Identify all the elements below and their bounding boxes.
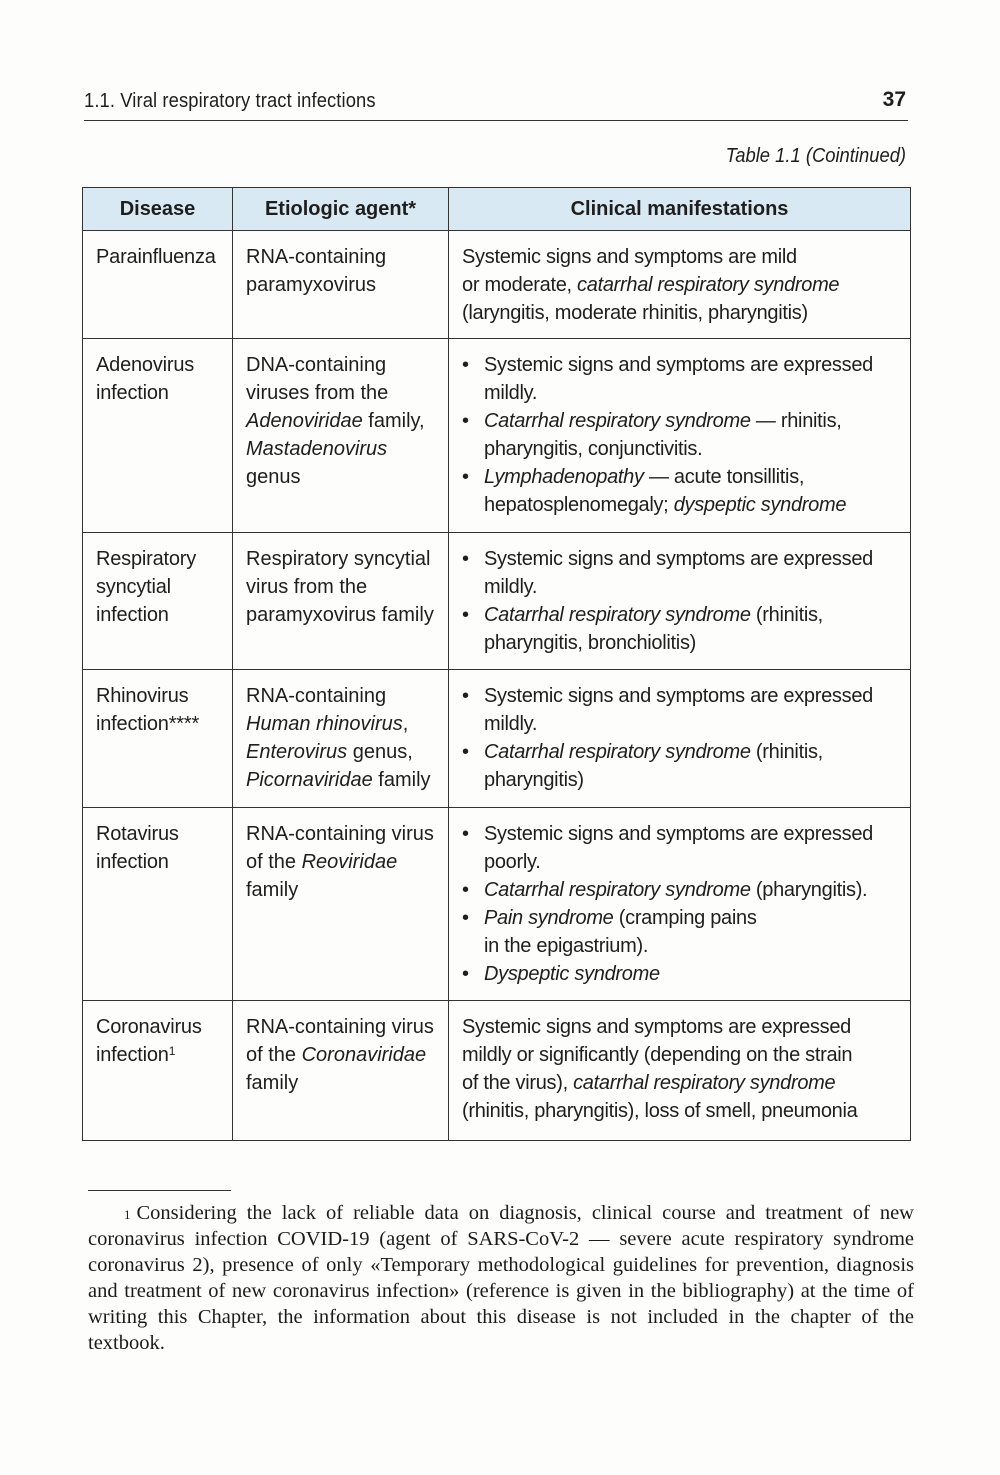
clinical-manifestations-cell xyxy=(449,231,911,339)
running-head xyxy=(84,86,908,121)
table-row xyxy=(83,339,911,533)
footnote-marker: 1 xyxy=(124,1207,131,1222)
table-header-row xyxy=(83,188,911,231)
disease-cell xyxy=(83,231,233,339)
etiologic-agent-cell: RNA-containing virus of the Reoviridae family xyxy=(233,808,449,1001)
clinical-manifestations-cell xyxy=(449,1001,911,1141)
disease-cell xyxy=(83,1001,233,1141)
disease-cell xyxy=(83,533,233,670)
etiologic-agent-cell: DNA-containing viruses from the Adenoviridae family, Mastadenovirus genus xyxy=(233,339,449,533)
manifestations-text: Systemic signs and symptoms are expressed mildly or significantly (depending on the strain of the virus), catarrhal respiratory syndrome (rhinitis, pharyngitis), loss of smell, pneumonia xyxy=(462,1016,858,1122)
disease-name: Adenovirus infection xyxy=(96,354,195,404)
page-number: 37 xyxy=(882,88,906,111)
column-header-etiologic-agent: Etiologic agent* xyxy=(233,188,449,231)
manifestations-list xyxy=(462,682,898,794)
clinical-manifestations-cell xyxy=(449,533,911,670)
etiology-table xyxy=(82,187,911,1141)
etiologic-agent-cell: RNA-containing Human rhinovirus, Enterovirus genus, Picornaviridae family xyxy=(233,670,449,808)
disease-cell xyxy=(83,339,233,533)
column-header-clinical-manifestations: Clinical manifestations xyxy=(449,188,911,231)
disease-name: Rotavirus infection xyxy=(96,823,179,873)
list-item: • Pain syndrome (cramping pains in the epigastrium). xyxy=(462,904,898,960)
section-title: 1.1. Viral respiratory tract infections xyxy=(84,90,376,112)
etiologic-agent-cell: Respiratory syncytial virus from the paramyxovirus family xyxy=(233,533,449,670)
footnote xyxy=(88,1200,914,1356)
list-item: • Catarrhal respiratory syndrome — rhinitis, pharyngitis, conjunctivitis. xyxy=(462,407,898,463)
disease-name: Coronavirus infection xyxy=(96,1016,202,1066)
etiologic-agent-cell: RNA-containing paramyxovirus xyxy=(233,231,449,339)
table-row xyxy=(83,808,911,1001)
footnote-divider xyxy=(88,1190,231,1191)
list-item: • Dyspeptic syndrome xyxy=(462,960,898,988)
manifestations-list xyxy=(462,545,898,657)
clinical-manifestations-cell xyxy=(449,808,911,1001)
table-row xyxy=(83,1001,911,1141)
disease-cell xyxy=(83,808,233,1001)
footnote-text: Considering the lack of reliable data on diagnosis, clinical course and treatment of new coronavirus infection COVID-19 (agent of SARS-CoV-2 — severe acute respiratory syndrome coronavirus 2), presence of only «Temporary methodological guidelines for prevention, diagnosis and treatment of new coronavirus infection» (reference is given in the bibliography) at the time of writing this Chapter, the information about this disease is not included in the chapter of the textbook. xyxy=(88,1202,914,1354)
column-header-disease: Disease xyxy=(83,188,233,231)
table-row xyxy=(83,533,911,670)
table-row xyxy=(83,231,911,339)
list-item: • Catarrhal respiratory syndrome (rhinitis, pharyngitis) xyxy=(462,738,898,794)
list-item: • Systemic signs and symptoms are expressed mildly. xyxy=(462,351,898,407)
footnote-reference: 1 xyxy=(168,1044,176,1058)
list-item: • Systemic signs and symptoms are expressed mildly. xyxy=(462,545,898,601)
clinical-manifestations-cell xyxy=(449,670,911,808)
manifestations-list xyxy=(462,820,898,988)
list-item: • Systemic signs and symptoms are expressed mildly. xyxy=(462,682,898,738)
disease-cell xyxy=(83,670,233,808)
table-row xyxy=(83,670,911,808)
table-body xyxy=(83,231,911,1141)
manifestations-text: Systemic signs and symptoms are mild or moderate, catarrhal respiratory syndrome (laryngitis, moderate rhinitis, pharyngitis) xyxy=(462,246,840,324)
table-caption: Table 1.1 (Cointinued) xyxy=(725,145,906,167)
disease-name: Rhinovirus infection**** xyxy=(96,685,200,735)
clinical-manifestations-cell xyxy=(449,339,911,533)
list-item: • Systemic signs and symptoms are expressed poorly. xyxy=(462,820,898,876)
etiologic-agent-cell: RNA-containing virus of the Coronaviridae family xyxy=(233,1001,449,1141)
list-item: • Catarrhal respiratory syndrome (pharyngitis). xyxy=(462,876,898,904)
disease-name: Respiratory syncytial infection xyxy=(96,548,197,626)
manifestations-list xyxy=(462,351,898,519)
list-item: • Lymphadenopathy — acute tonsillitis, hepatosplenomegaly; dyspeptic syndrome xyxy=(462,463,898,519)
disease-name: Parainfluenza xyxy=(96,246,216,268)
list-item: • Catarrhal respiratory syndrome (rhinitis, pharyngitis, bronchiolitis) xyxy=(462,601,898,657)
